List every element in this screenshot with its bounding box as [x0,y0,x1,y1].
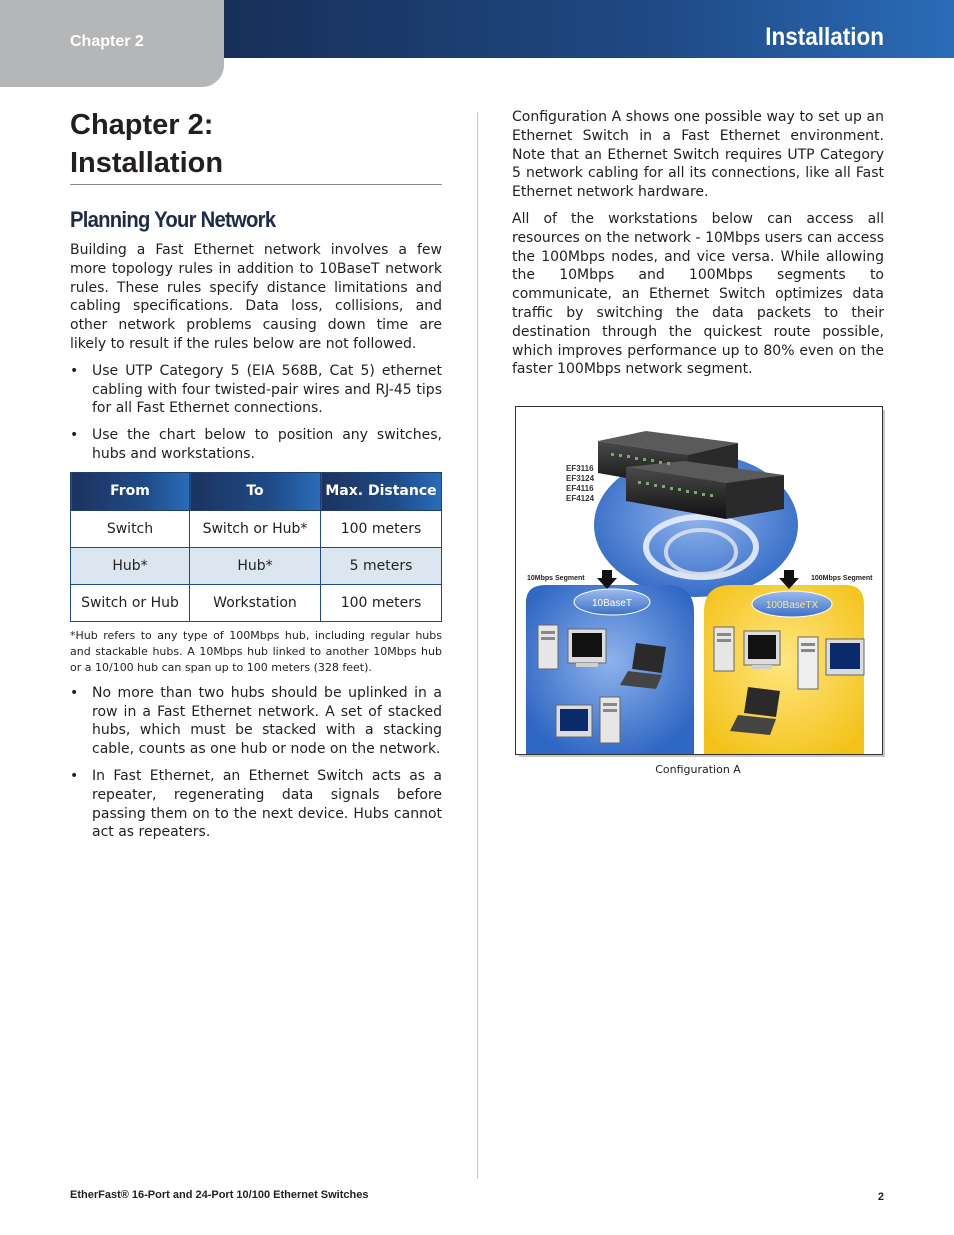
model-label: EF4116 [566,484,594,493]
chapter-title [70,106,442,185]
table-footnote: *Hub refers to any type of 100Mbps hub, including regular hubs and stackable hubs. A 10Mbps hub linked to another 10Mbps hub or a 10/100 hub can span up to 100 meters (328 feet). [70,628,442,674]
list-item-text: In Fast Ethernet, an Ethernet Switch acts as a repeater, regenerating data signals before passing them on to the next device. Hubs cannot act as repeaters. [92,767,442,841]
workstation-icon [714,627,780,671]
table-cell: Switch or Hub [71,584,190,621]
table-cell: 100 meters [321,584,442,621]
page-number: 2 [877,1191,884,1203]
chapter-tab-label: Chapter 2 [70,33,144,50]
figure-caption: Configuration A [655,763,741,776]
hub-label: 100BaseTX [765,600,819,611]
list-item-text: Use the chart below to position any switches, hubs and workstations. [92,427,442,462]
section-heading: Planning Your Network [70,207,276,232]
left-segment-label: 10Mbps Segment [527,575,585,582]
table-cell: Switch [71,510,190,547]
workstation-icon [538,625,606,669]
table-cell: Switch or Hub* [190,510,321,547]
table-cell: Hub* [190,547,321,584]
column-divider [477,112,478,1179]
bullet-list-b [70,684,442,842]
configuration-figure [515,406,883,755]
left-column [70,106,442,842]
table-row [71,584,442,621]
header-bar [224,0,954,58]
model-label: EF4124 [566,494,595,503]
network-diagram [516,407,882,754]
table-cell: Hub* [71,547,190,584]
table-cell: 5 meters [321,547,442,584]
list-item-text: No more than two hubs should be uplinked in a row in a Fast Ethernet network. A set of stacked hubs, which must be stacked with a stacking cable, counts as one hub or node on the network. [92,684,442,758]
column-header-distance: Max. Distance [321,472,442,510]
workstations-paragraph: All of the workstations below can access all resources on the network - 10Mbps users can access the 100Mbps nodes, and vice versa. While allowing the 10Mbps and 100Mbps segments to communicate, an Ethernet Switch optimizes data traffic by switching the data packets to their destination through the quickest route possible, which improves performance up to 80% even on the faster 100Mbps network segment. [512,210,884,378]
table-cell: Workstation [190,584,321,621]
section-title-header: Installation [765,23,884,51]
list-item [70,426,442,464]
list-item-text: Use UTP Category 5 (EIA 568B, Cat 5) ethernet cabling with four twisted-pair wires and RJ-45 tips for all Fast Ethernet connections. [92,362,442,417]
model-label: EF3116 [566,464,594,473]
table-row [71,547,442,584]
right-column [512,108,884,379]
chapter-title-line2: Installation [70,147,224,179]
config-paragraph: Configuration A shows one possible way to set up an Ethernet Switch in a Fast Ethernet environment. Note that an Ethernet Switch requires UTP Category 5 network cabling for all its connections, like all Fast Ethernet network hardware. [512,109,884,201]
bullet-dot: • [70,362,79,379]
model-label: EF3124 [566,474,595,483]
list-item [70,684,442,759]
table-row [71,510,442,547]
distance-table [70,472,442,622]
bullet-dot: • [70,427,79,444]
hub-label: 10BaseT [591,598,633,609]
column-header-from: From [71,472,190,510]
right-segment-label: 100Mbps Segment [811,575,873,582]
chapter-title-line1: Chapter 2: [70,109,214,141]
footer-product: EtherFast® 16-Port and 24-Port 10/100 Ethernet Switches [70,1189,369,1201]
bullet-list-a [70,362,442,464]
bullet-dot: • [70,684,79,701]
list-item [70,767,442,842]
table-header-row [71,472,442,510]
table-cell: 100 meters [321,510,442,547]
bullet-dot: • [70,767,79,784]
chapter-tab [0,0,224,87]
column-header-to: To [190,472,321,510]
list-item [70,362,442,418]
intro-paragraph: Building a Fast Ethernet network involves a few more topology rules in addition to 10BaseT network rules. These rules specify distance limitations and cabling specifications. Data loss, collisions, and other network problems causing down time are likely to result if the rules below are not followed. [70,242,442,352]
